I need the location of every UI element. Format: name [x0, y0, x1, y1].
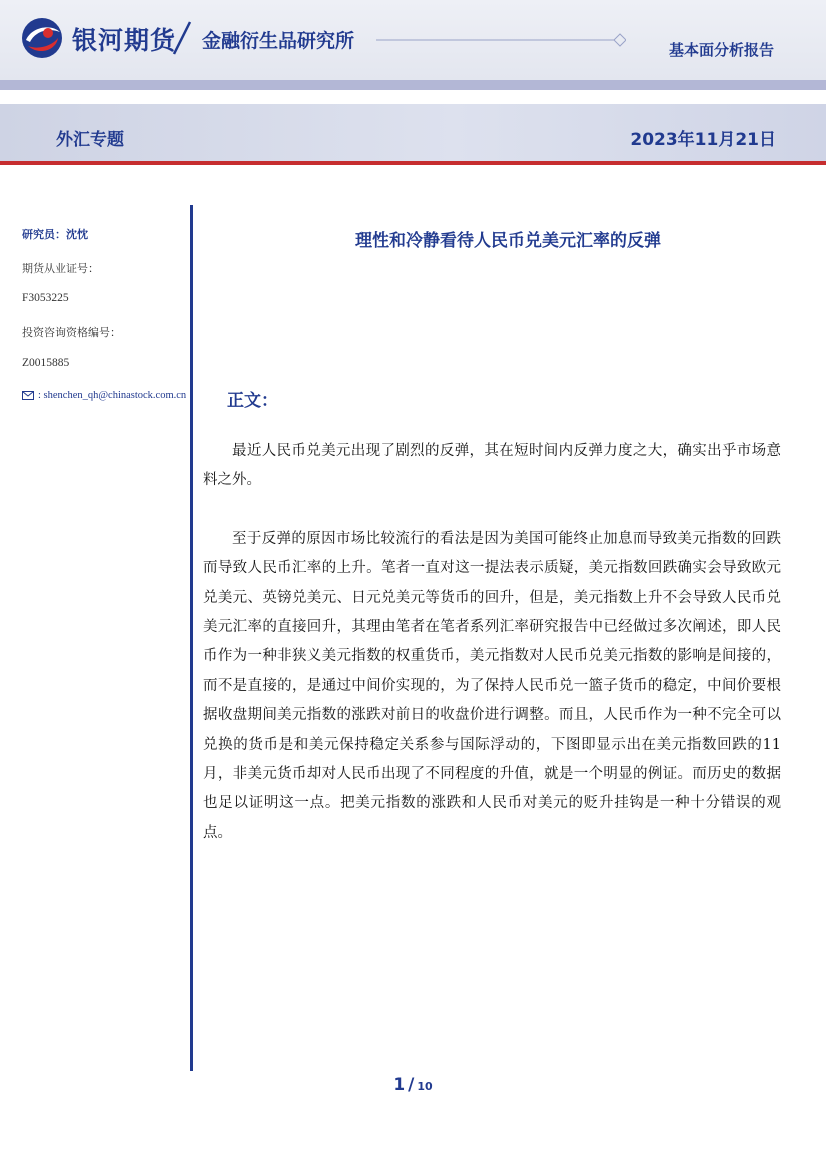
mail-icon [22, 391, 34, 400]
body-text [203, 437, 781, 877]
email-link[interactable]: shenchen_qh@chinastock.com.cn [43, 390, 187, 401]
email-separator: : [38, 390, 44, 401]
institute-name: 金融衍生品研究所 [202, 30, 355, 52]
topic-underline [0, 161, 826, 165]
header-stripe [0, 80, 826, 90]
galaxy-logo-icon [20, 16, 64, 60]
researcher-name: 研究员：沈忱 [22, 228, 88, 241]
brand-divider [168, 20, 196, 56]
brand-name: 银河期货 [72, 26, 177, 55]
topic-title: 外汇专题 [56, 130, 124, 150]
section-heading: 正文： [227, 391, 278, 411]
license-number: F3053225 [22, 292, 69, 304]
total-pages: 10 [417, 1080, 433, 1093]
email-row [22, 390, 186, 401]
advisory-label: 投资咨询资格编号： [22, 326, 121, 339]
header-gap [0, 90, 826, 104]
sidebar-divider [190, 205, 193, 1071]
page-separator: / [408, 1075, 415, 1095]
decorative-line [376, 33, 626, 47]
advisory-number: Z0015885 [22, 357, 70, 369]
paragraph: 最近人民币兑美元出现了剧烈的反弹，其在短时间内反弹力度之大，确实出乎市场意料之外。 [203, 443, 781, 489]
page-indicator [0, 1075, 826, 1095]
report-type: 基本面分析报告 [668, 41, 774, 59]
paragraph: 至于反弹的原因市场比较流行的看法是因为美国可能终止加息而导致美元指数的回跌而导致人民币汇率的上升。笔者一直对这一提法表示质疑，美元指数回跌确实会导致欧元兑美元、英镑兑美元、日元兑美元等货币的回升，但是，美元指数上升不会导致人民币兑美元汇率的直接回升，其理由笔者在笔者系列汇率研究报告中已经做过多次阐述，即人民币作为一种非狭义美元指数的权重货币，美元指数对人民币兑美元指数的影响是间接的，而不是直接的，是通过中间价实现的，为了保持人民币兑一篮子货币的稳定，中间价要根据收盘期间美元指数的涨跌对前日的收盘价进行调整。而且，人民币作为一种不完全可以兑换的货币是和美元保持稳定关系参与国际浮动的，下图即显示出在美元指数回跌的11月，非美元货币却对人民币出现了不同程度的升值，就是一个明显的例证。而历史的数据也足以证明这一点。把美元指数的涨跌和人民币对美元的贬升挂钩是一种十分错误的观点。 [203, 530, 781, 841]
report-date: 2023年11月21日 [630, 130, 776, 150]
license-label: 期货从业证号： [22, 262, 99, 275]
current-page: 1 [393, 1075, 406, 1095]
document-title: 理性和冷静看待人民币兑美元汇率的反弹 [355, 231, 661, 251]
